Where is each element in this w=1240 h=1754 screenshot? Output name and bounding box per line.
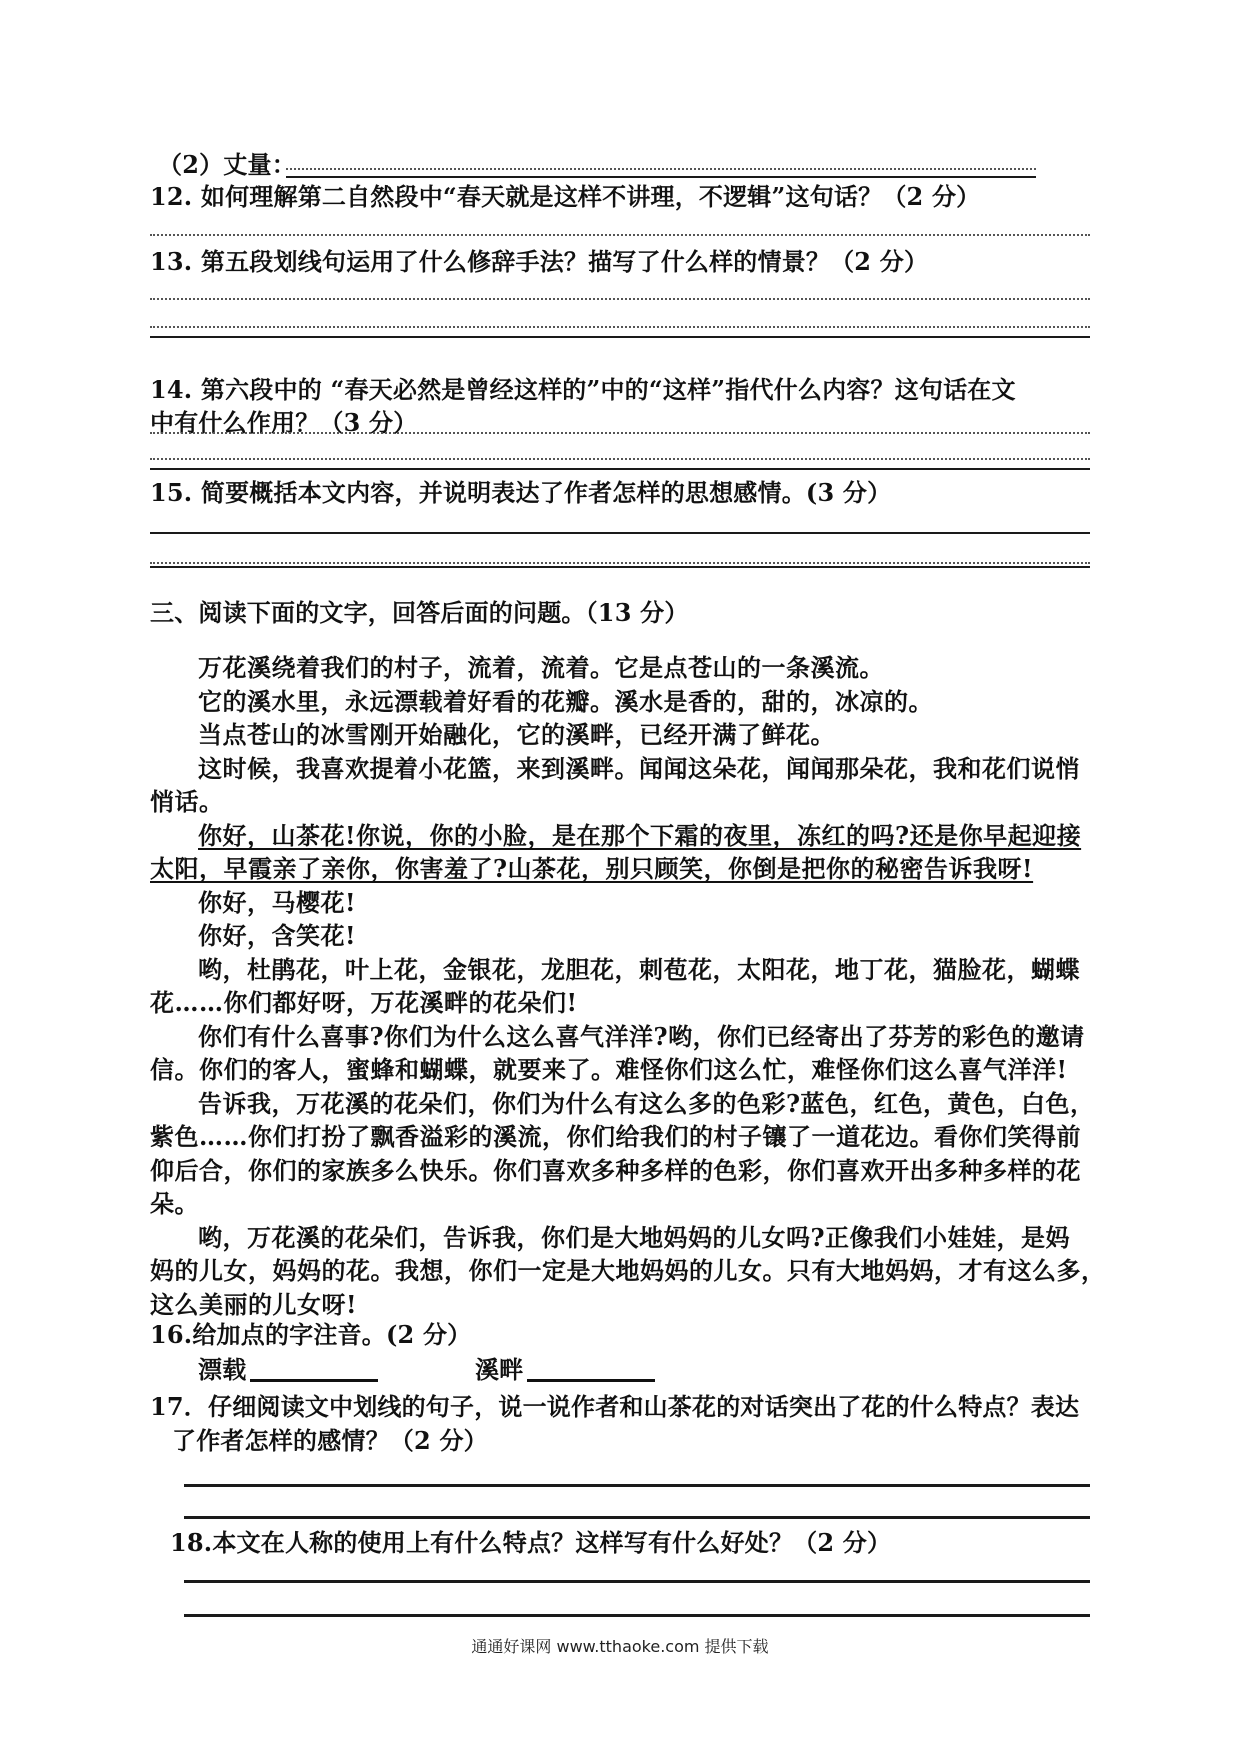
passage-line: 告诉我，万花溪的花朵们，你们为什么有这么多的色彩?蓝色，红色，黄色，白色， bbox=[198, 1089, 1095, 1118]
answer-line[interactable] bbox=[184, 1484, 1090, 1487]
answer-line[interactable] bbox=[184, 1580, 1090, 1583]
passage-line: 这么美丽的儿女呀! bbox=[150, 1290, 358, 1319]
question-11-2: （2）丈量： bbox=[158, 150, 296, 179]
passage-line: 哟，万花溪的花朵们，告诉我，你们是大地妈妈的儿女吗?正像我们小娃娃，是妈 bbox=[198, 1223, 1071, 1252]
answer-line-dotted[interactable] bbox=[150, 562, 1090, 564]
question-17-line-2: 了作者怎样的感情？（2 分） bbox=[172, 1426, 488, 1455]
passage-line: 朵。 bbox=[150, 1189, 199, 1218]
passage-line: 花……你们都好呀，万花溪畔的花朵们! bbox=[150, 988, 578, 1017]
answer-line[interactable] bbox=[150, 336, 1090, 338]
answer-line[interactable] bbox=[750, 532, 1090, 534]
passage-line: 你们有什么喜事?你们为什么这么喜气洋洋?哟，你们已经寄出了芬芳的彩色的邀请 bbox=[198, 1022, 1085, 1051]
question-17-line-1: 17．仔细阅读文中划线的句子，说一说作者和山茶花的对话突出了花的什么特点？表达 bbox=[150, 1392, 1080, 1421]
passage-line: 它的溪水里，永远漂载着好看的花瓣。溪水是香的，甜的，冰凉的。 bbox=[198, 687, 933, 716]
answer-line-dotted[interactable] bbox=[150, 326, 1090, 328]
passage-line: 紫色……你们打扮了飘香溢彩的溪流，你们给我们的村子镶了一道花边。看你们笑得前 bbox=[150, 1122, 1081, 1151]
passage-line: 这时候，我喜欢提着小花篮，来到溪畔。闻闻这朵花，闻闻那朵花，我和花们说悄 bbox=[198, 754, 1080, 783]
answer-line[interactable] bbox=[150, 566, 1090, 568]
passage-line: 仰后合，你们的家族多么快乐。你们喜欢多种多样的色彩，你们喜欢开出多种多样的花 bbox=[150, 1156, 1081, 1185]
question-14-line-1: 14. 第六段中的 “春天必然是曾经这样的”中的“这样”指代什么内容？这句话在文 bbox=[150, 375, 1016, 404]
answer-line-dotted[interactable] bbox=[286, 168, 1036, 170]
answer-line[interactable] bbox=[150, 468, 1090, 470]
passage-line: 妈的儿女，妈妈的花。我想，你们一定是大地妈妈的儿女。只有大地妈妈，才有这么多， bbox=[150, 1256, 1106, 1285]
passage-line: 你好，含笑花! bbox=[198, 921, 357, 950]
answer-line-dotted[interactable] bbox=[150, 234, 1090, 236]
answer-line[interactable] bbox=[286, 176, 1036, 178]
answer-line-dotted[interactable] bbox=[150, 458, 1090, 460]
passage-line: 信。你们的客人，蜜蜂和蝴蝶，就要来了。难怪你们这么忙，难怪你们这么喜气洋洋! bbox=[150, 1055, 1068, 1084]
pinyin-item-1 bbox=[198, 1355, 378, 1385]
question-12: 12. 如何理解第二自然段中“春天就是这样不讲理，不逻辑”这句话？（2 分） bbox=[150, 182, 981, 211]
passage-line: 哟，杜鹃花，叶上花，金银花，龙胆花，刺苞花，太阳花，地丁花，猫脸花，蝴蝶 bbox=[198, 955, 1080, 984]
answer-line[interactable] bbox=[150, 532, 750, 534]
pinyin-word-1: 漂载 bbox=[198, 1355, 247, 1384]
question-18: 18.本文在人称的使用上有什么特点？这样写有什么好处？（2 分） bbox=[170, 1528, 892, 1557]
question-16: 16.给加点的字注音。(2 分） bbox=[150, 1320, 472, 1349]
passage-underlined-line: 你好，山茶花!你说，你的小脸，是在那个下霜的夜里，冻红的吗?还是你早起迎接 bbox=[198, 821, 1082, 850]
question-13: 13. 第五段划线句运用了什么修辞手法？描写了什么样的情景？（2 分） bbox=[150, 247, 929, 276]
answer-line-dotted[interactable] bbox=[150, 298, 1090, 300]
section-3-heading: 三、阅读下面的文字，回答后面的问题。（13 分） bbox=[150, 598, 689, 627]
answer-line[interactable] bbox=[184, 1516, 1090, 1519]
question-15: 15. 简要概括本文内容，并说明表达了作者怎样的思想感情。(3 分） bbox=[150, 478, 892, 507]
answer-line[interactable] bbox=[184, 1614, 1090, 1617]
answer-line-dotted[interactable] bbox=[150, 432, 1090, 434]
question-14-line-2: 中有什么作用？（3 分） bbox=[150, 408, 418, 437]
passage-line: 你好，马樱花! bbox=[198, 888, 357, 917]
passage-line: 万花溪绕着我们的村子，流着，流着。它是点苍山的一条溪流。 bbox=[198, 653, 884, 682]
pinyin-blank-2[interactable] bbox=[527, 1355, 655, 1382]
passage-underlined-line: 太阳，早霞亲了亲你，你害羞了?山茶花，别只顾笑，你倒是把你的秘密告诉我呀! bbox=[150, 854, 1034, 883]
footer-credit: 通通好课网 www.tthaoke.com 提供下载 bbox=[471, 1637, 769, 1656]
passage-line: 悄话。 bbox=[150, 787, 224, 816]
pinyin-item-2 bbox=[475, 1355, 655, 1385]
pinyin-blank-1[interactable] bbox=[250, 1355, 378, 1382]
pinyin-word-2: 溪畔 bbox=[475, 1355, 524, 1384]
passage-line: 当点苍山的冰雪刚开始融化，它的溪畔，已经开满了鲜花。 bbox=[198, 720, 835, 749]
